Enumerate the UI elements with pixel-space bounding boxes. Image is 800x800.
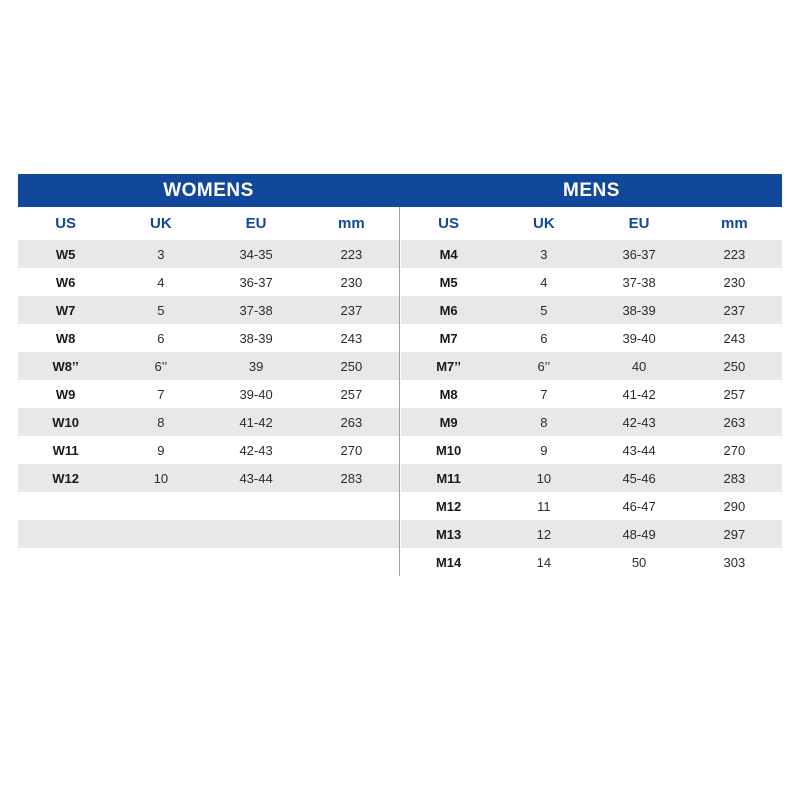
column-divider (399, 207, 401, 240)
cell-womens-uk: 6’’ (113, 352, 208, 380)
table-row (18, 408, 782, 436)
cell-womens-mm: 243 (304, 324, 399, 352)
cell-womens-us (18, 520, 113, 548)
cell-womens-us (18, 548, 113, 576)
cell-mens-us: M4 (401, 240, 496, 268)
cell-womens-mm: 257 (304, 380, 399, 408)
cell-womens-eu: 36-37 (208, 268, 303, 296)
mens-heading: MENS (401, 174, 782, 207)
table-row (18, 492, 782, 520)
mens-col-us: US (401, 207, 496, 240)
cell-womens-mm: 223 (304, 240, 399, 268)
cell-mens-mm: 243 (687, 324, 782, 352)
size-conversion-table (18, 174, 782, 576)
cell-mens-uk: 8 (496, 408, 591, 436)
cell-mens-us: M5 (401, 268, 496, 296)
row-divider (399, 324, 401, 352)
cell-mens-us: M9 (401, 408, 496, 436)
table-row (18, 240, 782, 268)
cell-mens-us: M8 (401, 380, 496, 408)
cell-womens-uk: 3 (113, 240, 208, 268)
cell-mens-mm: 230 (687, 268, 782, 296)
cell-mens-uk: 11 (537, 498, 551, 514)
size-chart (18, 174, 782, 576)
cell-womens-eu (208, 492, 303, 520)
cell-womens-mm: 237 (304, 296, 399, 324)
table-row (18, 380, 782, 408)
cell-mens-eu: 37-38 (591, 268, 686, 296)
cell-womens-us: W8’’ (18, 352, 113, 380)
cell-mens-eu: 50 (631, 554, 647, 570)
cell-womens-mm: 283 (304, 464, 399, 492)
cell-mens-mm: 263 (687, 408, 782, 436)
cell-womens-mm (304, 492, 399, 520)
cell-womens-mm: 230 (304, 268, 399, 296)
row-divider (399, 296, 401, 324)
cell-mens-mm: 283 (687, 464, 782, 492)
cell-mens-us: M14 (435, 554, 462, 570)
row-divider (399, 268, 401, 296)
cell-womens-mm (304, 520, 399, 548)
womens-col-us: US (18, 207, 113, 240)
cell-womens-uk: 4 (113, 268, 208, 296)
cell-womens-uk: 9 (113, 436, 208, 464)
cell-mens-mm: 250 (687, 352, 782, 380)
cell-mens-uk: 9 (496, 436, 591, 464)
row-divider (399, 548, 401, 576)
cell-womens-uk: 10 (113, 464, 208, 492)
cell-mens-eu: 38-39 (591, 296, 686, 324)
cell-mens-mm: 297 (687, 520, 782, 548)
cell-mens-mm: 303 (723, 554, 746, 570)
cell-mens-us: M10 (401, 436, 496, 464)
cell-mens-us: M7 (401, 324, 496, 352)
table-row (18, 296, 782, 324)
cell-womens-uk: 5 (113, 296, 208, 324)
cell-mens-uk: 10 (496, 464, 591, 492)
cell-womens-us: W11 (18, 436, 113, 464)
womens-col-mm: mm (304, 207, 399, 240)
cell-mens-uk: 6’’ (496, 352, 591, 380)
cell-womens-us: W9 (18, 380, 113, 408)
row-divider (399, 436, 401, 464)
cell-mens-us: M6 (401, 296, 496, 324)
table-row (18, 548, 782, 576)
cell-womens-eu: 37-38 (208, 296, 303, 324)
cell-womens-eu (208, 520, 303, 548)
cell-mens-eu: 36-37 (591, 240, 686, 268)
table-row (18, 464, 782, 492)
cell-mens-eu: 43-44 (591, 436, 686, 464)
cell-mens-eu: 46-47 (622, 498, 656, 514)
cell-womens-us: W8 (18, 324, 113, 352)
cell-womens-uk (113, 520, 208, 548)
cell-womens-us: W7 (18, 296, 113, 324)
table-row (18, 324, 782, 352)
row-divider (399, 240, 401, 268)
row-divider (399, 380, 401, 408)
table-row (18, 268, 782, 296)
cell-mens-uk: 6 (496, 324, 591, 352)
cell-womens-us: W5 (18, 240, 113, 268)
cell-womens-us: W10 (18, 408, 113, 436)
cell-womens-mm (304, 548, 399, 576)
cell-womens-eu: 43-44 (208, 464, 303, 492)
mens-col-mm: mm (687, 207, 782, 240)
cell-mens-mm: 223 (687, 240, 782, 268)
cell-womens-eu: 34-35 (208, 240, 303, 268)
row-divider (399, 352, 401, 380)
column-header-row (18, 207, 782, 240)
section-heading-row (18, 174, 782, 207)
cell-mens-us: M12 (435, 498, 462, 514)
cell-mens-uk: 5 (496, 296, 591, 324)
table-row (18, 520, 782, 548)
womens-heading: WOMENS (18, 174, 399, 207)
cell-womens-uk (113, 492, 208, 520)
cell-mens-us: M11 (401, 464, 496, 492)
cell-mens-uk: 7 (496, 380, 591, 408)
cell-mens-mm: 270 (687, 436, 782, 464)
womens-col-uk: UK (113, 207, 208, 240)
cell-mens-eu: 45-46 (591, 464, 686, 492)
cell-mens-uk: 3 (496, 240, 591, 268)
cell-womens-uk (113, 548, 208, 576)
cell-womens-us: W6 (18, 268, 113, 296)
cell-mens-us: M13 (401, 520, 496, 548)
cell-mens-uk: 14 (536, 554, 552, 570)
row-divider (399, 492, 401, 520)
cell-womens-uk: 7 (113, 380, 208, 408)
row-divider (399, 464, 401, 492)
table-row (18, 352, 782, 380)
cell-womens-eu: 39 (208, 352, 303, 380)
cell-womens-uk: 8 (113, 408, 208, 436)
cell-mens-eu: 42-43 (591, 408, 686, 436)
cell-womens-mm: 270 (304, 436, 399, 464)
cell-womens-eu: 39-40 (208, 380, 303, 408)
cell-mens-mm: 257 (687, 380, 782, 408)
cell-mens-mm: 290 (723, 498, 746, 514)
cell-mens-uk: 12 (496, 520, 591, 548)
cell-mens-eu: 39-40 (591, 324, 686, 352)
cell-womens-eu (208, 548, 303, 576)
cell-womens-eu: 38-39 (208, 324, 303, 352)
cell-mens-eu: 48-49 (591, 520, 686, 548)
cell-womens-us: W12 (18, 464, 113, 492)
cell-womens-mm: 263 (304, 408, 399, 436)
cell-womens-uk: 6 (113, 324, 208, 352)
table-row (18, 436, 782, 464)
cell-womens-us (18, 492, 113, 520)
womens-col-eu: EU (208, 207, 303, 240)
mens-col-uk: UK (496, 207, 591, 240)
cell-mens-eu: 40 (591, 352, 686, 380)
cell-mens-us: M7’’ (401, 352, 496, 380)
cell-mens-eu: 41-42 (591, 380, 686, 408)
cell-womens-mm: 250 (304, 352, 399, 380)
row-divider (399, 408, 401, 436)
row-divider (399, 520, 401, 548)
cell-mens-uk: 4 (496, 268, 591, 296)
cell-mens-mm: 237 (687, 296, 782, 324)
cell-womens-eu: 42-43 (208, 436, 303, 464)
mens-col-eu: EU (591, 207, 686, 240)
cell-womens-eu: 41-42 (208, 408, 303, 436)
